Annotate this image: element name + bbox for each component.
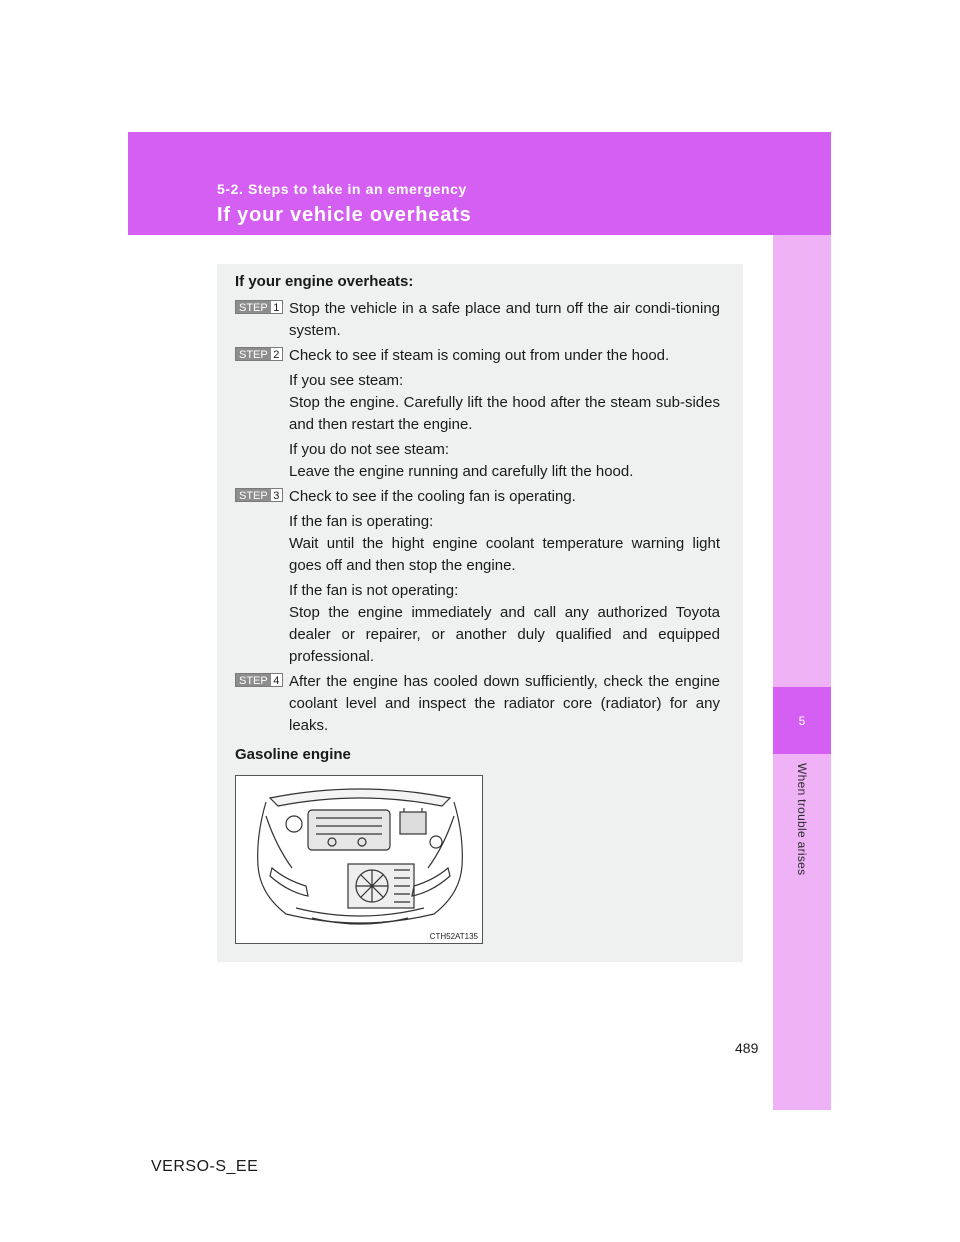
step-badge-word: STEP	[236, 489, 271, 501]
step-1	[235, 298, 720, 342]
engine-bay-illustration	[235, 775, 483, 944]
step-badge-word: STEP	[236, 674, 271, 686]
section-label: 5-2. Steps to take in an emergency	[217, 181, 467, 197]
step-text: Stop the vehicle in a safe place and turn off the air condi-tioning system.	[289, 300, 720, 339]
step-3	[235, 486, 720, 668]
figure-code: CTH52AT135	[429, 932, 478, 941]
step-badge	[235, 488, 283, 502]
step-text: Check to see if the cooling fan is operating.	[289, 488, 576, 505]
chapter-label: When trouble arises	[795, 763, 809, 876]
step-badge-word: STEP	[236, 301, 271, 313]
step-2	[235, 345, 720, 483]
engine-bay-drawing	[236, 776, 483, 944]
sub-body: Stop the engine. Carefully lift the hood after the steam sub-sides and then restart the engine.	[289, 394, 720, 433]
step-badge	[235, 673, 283, 687]
sub-heading: If you see steam:	[289, 372, 404, 389]
intro-heading: If your engine overheats:	[235, 273, 414, 290]
step-badge-number: 1	[273, 302, 280, 314]
sub-body: Leave the engine running and carefully lift the hood.	[289, 463, 634, 480]
page-header	[128, 132, 831, 235]
step-badge-number: 3	[273, 490, 280, 502]
sub-heading: If the fan is operating:	[289, 513, 434, 530]
model-code: VERSO-S_EE	[151, 1158, 259, 1175]
chapter-number-tab[interactable]: 5	[773, 687, 831, 754]
page-title: If your vehicle overheats	[217, 204, 472, 226]
step-badge-number: 2	[273, 349, 280, 361]
page-number: 489	[735, 1040, 759, 1056]
steps-list	[235, 298, 720, 740]
content-box	[217, 264, 743, 962]
sub-heading: If you do not see steam:	[289, 441, 450, 458]
sub-body: Stop the engine immediately and call any authorized Toyota dealer or repairer, or another duly qualified and equipped professional.	[289, 604, 720, 665]
step-badge	[235, 300, 283, 314]
step-badge-number: 4	[273, 675, 280, 687]
chapter-sidebar	[773, 235, 831, 1110]
step-text: After the engine has cooled down sufficiently, check the engine coolant level and inspect the radiator core (radiator) for any leaks.	[289, 673, 720, 734]
step-badge-word: STEP	[236, 348, 271, 360]
engine-type-label: Gasoline engine	[235, 746, 351, 763]
step-4	[235, 671, 720, 737]
step-badge	[235, 347, 283, 361]
sub-heading: If the fan is not operating:	[289, 582, 459, 599]
step-text: Check to see if steam is coming out from under the hood.	[289, 347, 670, 364]
sub-body: Wait until the hight engine coolant temperature warning light goes off and then stop the engine.	[289, 535, 720, 574]
